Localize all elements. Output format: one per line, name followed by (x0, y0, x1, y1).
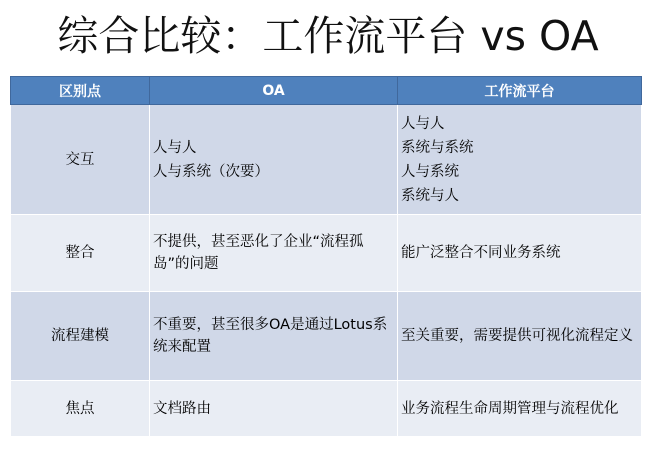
cell-line: 文档路由 (153, 400, 211, 417)
cell-line: 不提供，甚至恶化了企业“流程孤岛”的问题 (153, 234, 364, 272)
cell-line: 不重要，甚至很多OA是通过Lotus系统来配置 (153, 317, 388, 355)
row-point: 整合 (11, 215, 150, 292)
cell-line: 人与人 (401, 115, 445, 132)
workflow-cell (398, 292, 642, 381)
oa-cell (150, 215, 398, 292)
comparison-table (10, 76, 642, 437)
header-point: 区别点 (11, 77, 150, 105)
cell-line: 人与系统（次要） (153, 163, 269, 180)
workflow-cell (398, 381, 642, 437)
cell-line: 系统与人 (401, 187, 459, 204)
table-header-row (11, 77, 642, 105)
row-point: 流程建模 (11, 292, 150, 381)
cell-line: 系统与系统 (401, 139, 474, 156)
workflow-cell (398, 105, 642, 215)
cell-line: 能广泛整合不同业务系统 (401, 245, 561, 261)
header-workflow-platform: 工作流平台 (398, 77, 642, 105)
table-row (11, 292, 642, 381)
row-point: 交互 (11, 105, 150, 215)
cell-line: 业务流程生命周期管理与流程优化 (401, 400, 619, 417)
workflow-cell (398, 215, 642, 292)
oa-cell (150, 105, 398, 215)
cell-line: 至关重要，需要提供可视化流程定义 (401, 328, 633, 344)
oa-cell (150, 381, 398, 437)
table-row (11, 215, 642, 292)
header-oa: OA (150, 77, 398, 105)
oa-cell (150, 292, 398, 381)
table-row (11, 381, 642, 437)
table-row (11, 105, 642, 215)
cell-line: 人与系统 (401, 163, 459, 180)
row-point: 焦点 (11, 381, 150, 437)
slide-title: 综合比较：工作流平台 vs OA (57, 12, 599, 60)
cell-line: 人与人 (153, 139, 197, 156)
